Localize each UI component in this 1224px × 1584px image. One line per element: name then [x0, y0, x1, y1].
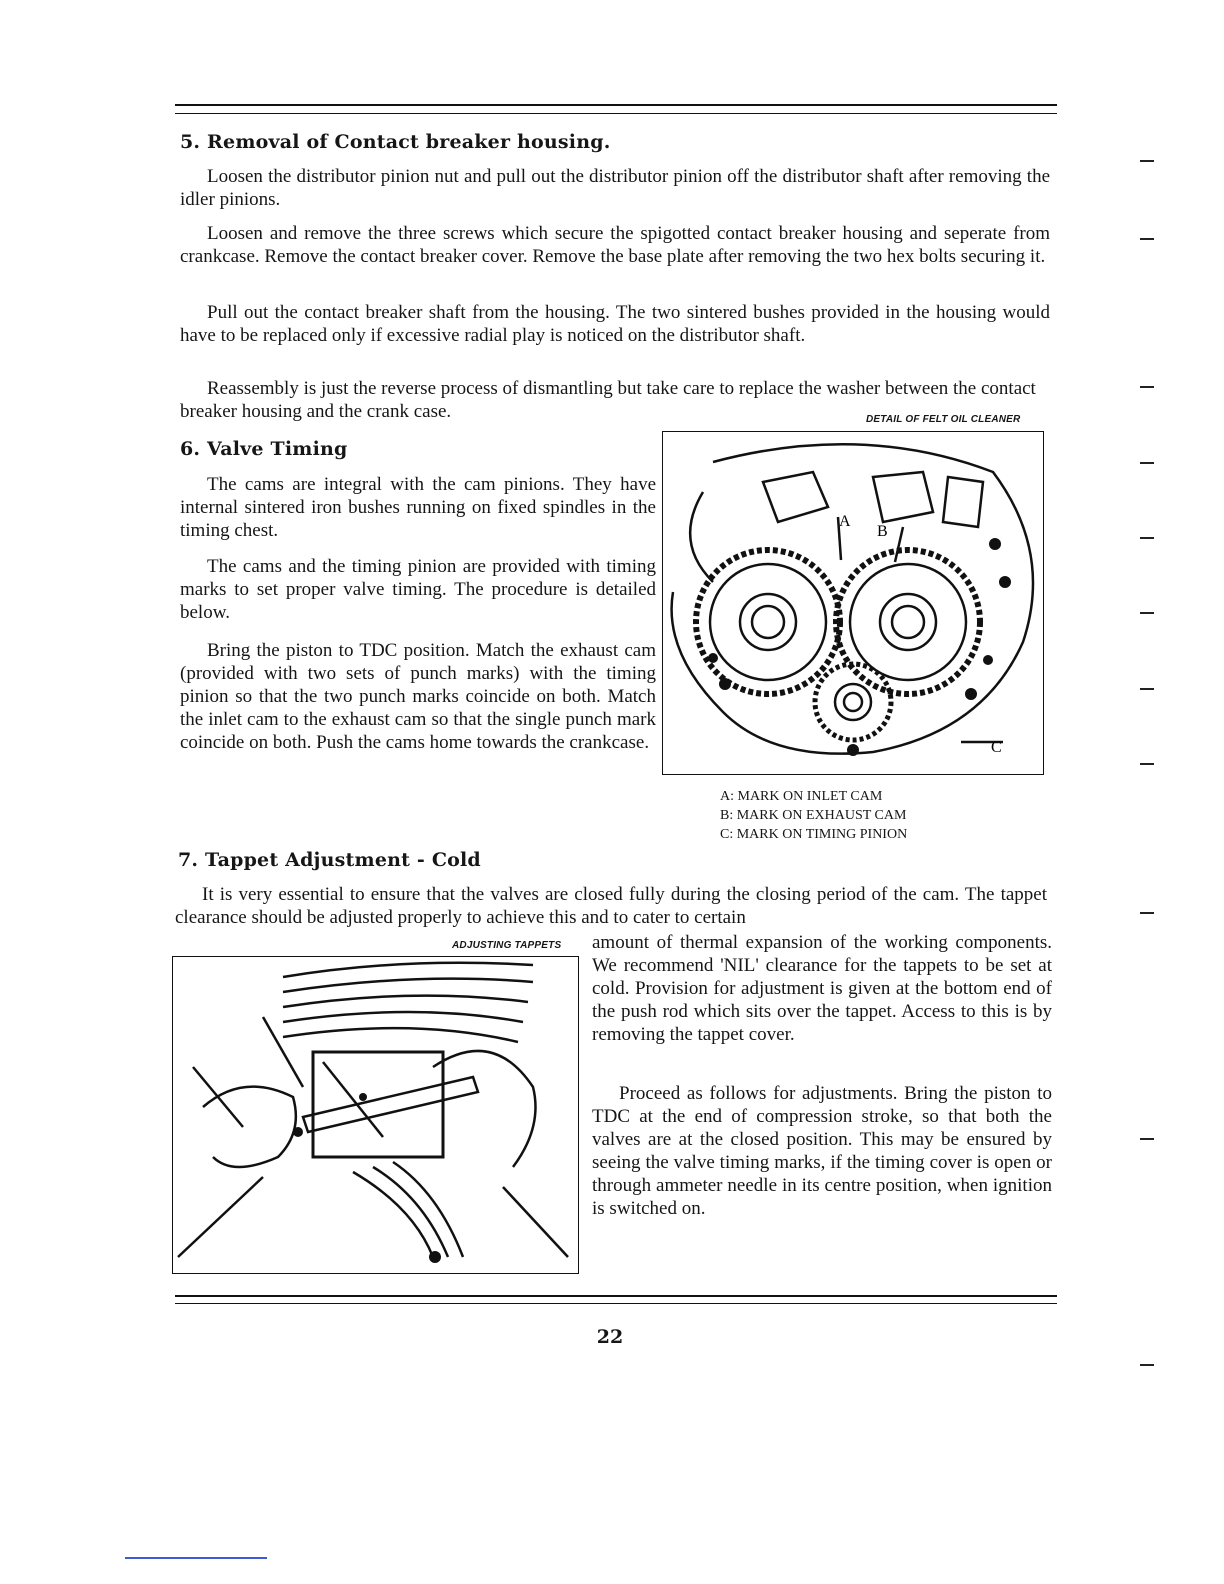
- timing-gears-illustration: [663, 432, 1043, 774]
- margin-mark: [1140, 763, 1154, 765]
- margin-mark: [1140, 462, 1154, 464]
- section-6-paragraph-1: The cams are integral with the cam pinions. They have internal sintered iron bushes running on fixed spindles in the timing chest.: [180, 474, 656, 541]
- page-number: 22: [596, 1326, 624, 1348]
- margin-mark: [1140, 1364, 1154, 1366]
- margin-mark: [1140, 238, 1154, 240]
- mark-label-c: C: [991, 739, 1002, 756]
- section-5-paragraph-2: Loosen and remove the three screws which secure the spigotted contact breaker housing and seperate from crankcase. Remove the contact breaker cover. Remove the base plate after removing the two hex bolts securing it.: [180, 223, 1050, 267]
- figure-1-title: DETAIL OF FELT OIL CLEANER: [866, 414, 1021, 425]
- section-7-heading: 7. Tappet Adjustment - Cold: [178, 849, 481, 871]
- section-6-heading: 6. Valve Timing: [180, 438, 348, 460]
- margin-mark: [1140, 386, 1154, 388]
- margin-mark: [1140, 537, 1154, 539]
- margin-mark: [1140, 912, 1154, 914]
- mark-label-a: A: [839, 513, 851, 530]
- top-rule-thick: [175, 104, 1057, 106]
- margin-mark: [1140, 1138, 1154, 1140]
- timing-gears-figure: [662, 431, 1044, 775]
- margin-mark: [1140, 160, 1154, 162]
- top-rule-thin: [175, 113, 1057, 114]
- section-6-paragraph-2: The cams and the timing pinion are provided with timing marks to set proper valve timing. The procedure is detailed below.: [180, 556, 656, 623]
- section-5-paragraph-3: Pull out the contact breaker shaft from the housing. The two sintered bushes provided in the housing would have to be replaced only if excessive radial play is noticed on the distributor shaft.: [180, 302, 1050, 346]
- figure-1-legend-a: A: MARK ON INLET CAM: [720, 789, 883, 804]
- figure-2-title: ADJUSTING TAPPETS: [452, 940, 562, 951]
- mark-label-b: B: [877, 523, 888, 540]
- margin-mark: [1140, 612, 1154, 614]
- margin-mark: [1140, 688, 1154, 690]
- figure-1-legend-c: C: MARK ON TIMING PINION: [720, 827, 908, 842]
- bottom-rule-thick: [175, 1295, 1057, 1297]
- section-5-paragraph-1: Loosen the distributor pinion nut and pull out the distributor pinion off the distributor shaft after removing the idler pinions.: [180, 166, 1050, 210]
- bottom-rule-thin: [175, 1303, 1057, 1304]
- section-5-paragraph-4: Reassembly is just the reverse process of dismantling but take care to replace the washer between the contact breaker housing and the crank case.: [180, 378, 1036, 422]
- section-5-heading: 5. Removal of Contact breaker housing.: [180, 131, 611, 153]
- section-7-paragraph-1: It is very essential to ensure that the valves are closed fully during the closing period of the cam. The tappet clearance should be adjusted properly to achieve this and to cater to certain: [175, 884, 1047, 928]
- adjusting-tappets-figure: [172, 956, 579, 1274]
- adjusting-tappets-illustration: [173, 957, 578, 1273]
- section-7-paragraph-2: amount of thermal expansion of the working components. We recommend 'NIL' clearance for the tappets to be set at cold. Provision for adjustment is given at the bottom end of the push rod which sits over the tappet. Access to this is by removing the tappet cover.: [592, 932, 1052, 1045]
- section-6-paragraph-3: Bring the piston to TDC position. Match the exhaust cam (provided with two sets of punch marks) with the timing pinion so that the two punch marks coincide on both. Match the inlet cam to the exhaust cam so that the single punch mark coincide on both. Push the cams home towards the crankcase.: [180, 640, 656, 753]
- section-7-paragraph-3: Proceed as follows for adjustments. Bring the piston to TDC at the end of compression stroke, so that both the valves are at the closed position. This may be ensured by seeing the valve timing marks, if the timing cover is open or through ammeter needle in its centre position, when ignition is switched on.: [592, 1083, 1052, 1219]
- figure-1-legend-b: B: MARK ON EXHAUST CAM: [720, 808, 907, 823]
- footer-line: [125, 1557, 267, 1559]
